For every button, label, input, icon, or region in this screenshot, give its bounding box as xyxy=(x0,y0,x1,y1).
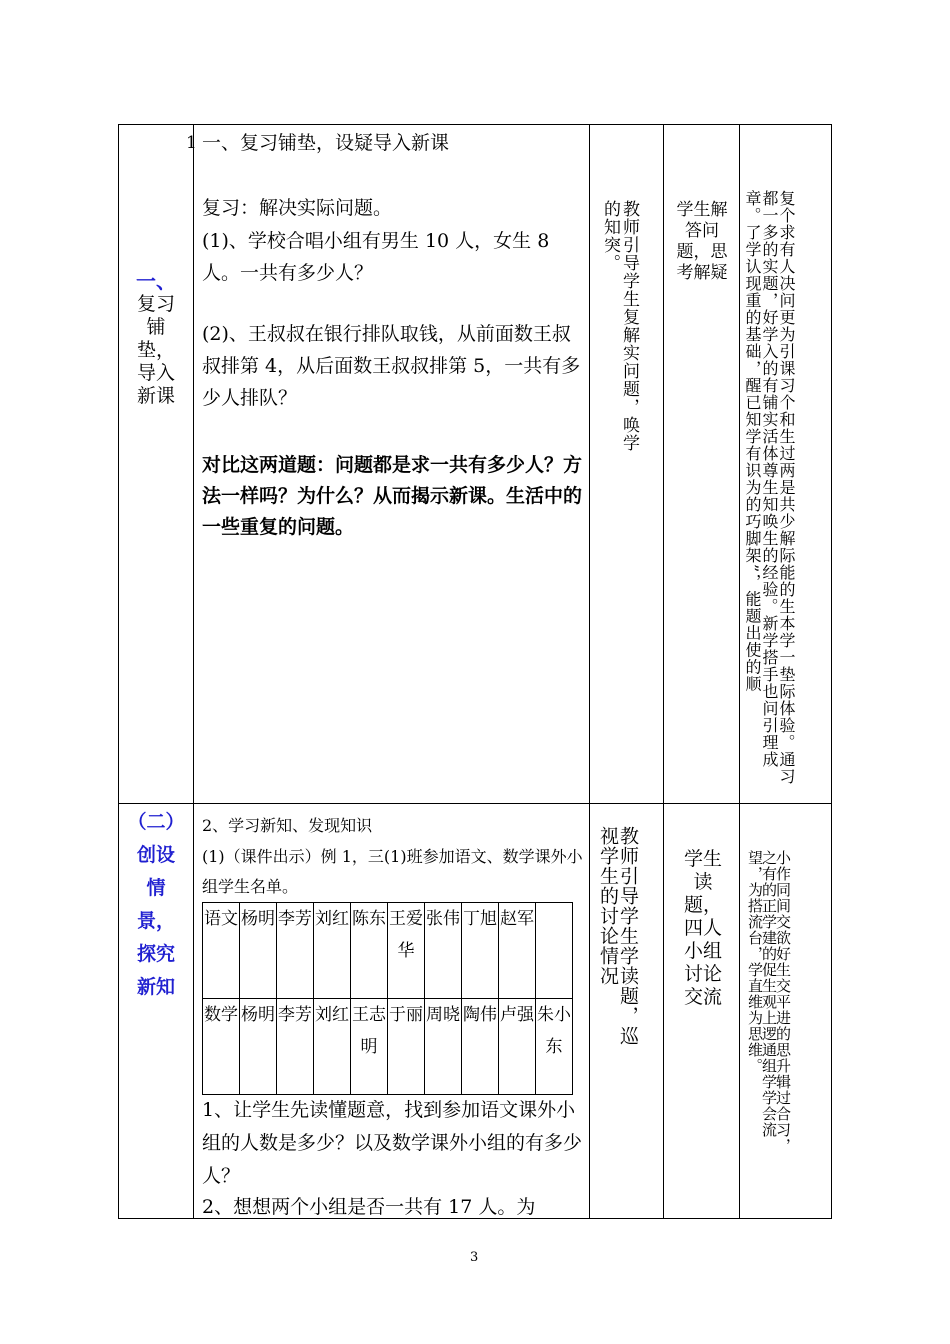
member-list-table xyxy=(202,902,573,1095)
stage-2-number: （二） xyxy=(127,811,185,833)
table-cell: 王爱华 xyxy=(388,903,425,999)
row2-intent-b: 过合习，之有的正学建的促生观上逻 xyxy=(760,850,792,1154)
stage-2-title: 创设情景，探究新知 xyxy=(136,844,175,998)
row1-question-2: (2)、王叔叔在银行排队取钱，从前面数王叔叔排第 4，从后面数王叔叔排第 5，一共有多少人排队？ xyxy=(202,323,581,409)
row1-student-activity: 学生解答问题，思考解疑 xyxy=(676,200,728,283)
row2-intro: (1)（课件出示）例 1，三(1)班参加语文、数学课外小组学生名单。 xyxy=(202,847,583,896)
table-cell: 张伟 xyxy=(425,903,462,999)
table-cell: 丁旭 xyxy=(462,903,499,999)
row2-teacher-text-a: 教师引导学生 xyxy=(617,826,639,946)
row1-comparison: 对比这两道题：问题都是求一共有多少人？方法一样吗？为什么？从而揭示新课。生活中的一些重复的问题。 xyxy=(202,454,583,538)
table-cell: 陶伟 xyxy=(462,999,499,1095)
table-cell: 数学 xyxy=(203,999,240,1095)
column-divider-4 xyxy=(739,124,740,1219)
table-cell: 语文 xyxy=(203,903,240,999)
table-cell: 杨明 xyxy=(240,999,277,1095)
table-top-border xyxy=(118,124,832,125)
table-cell: 朱小东 xyxy=(536,999,573,1095)
stage-1-title: 复习铺垫，导入新课 xyxy=(136,293,175,407)
chinese-group-row xyxy=(203,903,573,999)
row1-teacher-activity xyxy=(600,200,638,460)
table-cell: 李芳 xyxy=(277,903,314,999)
table-cell: 杨明 xyxy=(240,903,277,999)
page-number: 3 xyxy=(470,1250,479,1265)
row2-teacher-activity xyxy=(598,826,638,1056)
table-cell: 刘红 xyxy=(314,999,351,1095)
math-group-row xyxy=(203,999,573,1095)
row2-student-activity: 学生读题，四人小组讨论交流 xyxy=(683,848,722,1008)
table-cell: 王志明 xyxy=(351,999,388,1095)
table-cell: 陈东 xyxy=(351,903,388,999)
table-right-border xyxy=(831,124,832,1219)
stage-1-number: 一、 xyxy=(136,269,176,293)
table-cell: 于丽 xyxy=(388,999,425,1095)
row1-question-1: (1)、学校合唱小组有男生 10 人，女生 8 人。一共有多少人？ xyxy=(202,230,550,284)
row1-design-intent xyxy=(744,190,795,800)
row2-design-intent xyxy=(748,850,790,1160)
row-divider xyxy=(118,803,832,804)
table-bottom-border xyxy=(118,1218,832,1219)
stage-2-label xyxy=(122,806,190,1004)
list-marker: 1 xyxy=(186,133,197,153)
column-divider-2 xyxy=(589,124,590,1219)
row2-step-2: 2、想想两个小组是否一共有 17 人。为 xyxy=(202,1196,536,1216)
row1-intent-b: 过两是共少解际能的生本学一垫际体验。 xyxy=(777,445,796,751)
table-cell: 刘红 xyxy=(314,903,351,999)
table-cell: 周晓 xyxy=(425,999,462,1095)
column-divider-3 xyxy=(663,124,664,1219)
row2-intent-c: 通组学学会流望，为搭流台，学直维为思维。 xyxy=(746,850,778,1138)
row2-intent-a: 小作同间交欲好生交平进的思升辑 xyxy=(774,850,792,1090)
table-cell: 李芳 xyxy=(277,999,314,1095)
row2-heading: 2、学习新知、发现知识 xyxy=(202,816,373,835)
stage-1-label xyxy=(120,270,192,408)
row2-teacher-text-b: 学读题，巡视学生的讨论情况 xyxy=(597,826,639,1046)
row1-heading: 一、复习铺垫，设疑导入新课 xyxy=(202,132,450,154)
table-left-border xyxy=(118,124,119,1219)
row1-review-title: 复习：解决实际问题。 xyxy=(202,197,393,219)
row1-intent-c: 通习都一多的实题，好学入的有铺实活体尊生知唤生的经验。新学搭手也问引理成章。 xyxy=(743,190,796,785)
table-cell: 赵军 xyxy=(499,903,536,999)
table-cell: 卢强 xyxy=(499,999,536,1095)
row1-intent-d: 了学认现重的基础，醒已知学有识为的巧脚架”，能题出使的顺 xyxy=(743,224,762,693)
column-divider-1 xyxy=(193,124,194,1219)
table-cell xyxy=(536,903,573,999)
row1-intent-a: 复个求有人决问更为引课习个和生 xyxy=(777,190,796,445)
row2-step-1: 1、让学生先读懂题意，找到参加语文课外小组的人数是多少？以及数学课外小组的有多少人？ xyxy=(202,1099,583,1187)
row1-teacher-text-a: 教师引导学生复解实问题，唤学的知突。 xyxy=(600,200,639,452)
